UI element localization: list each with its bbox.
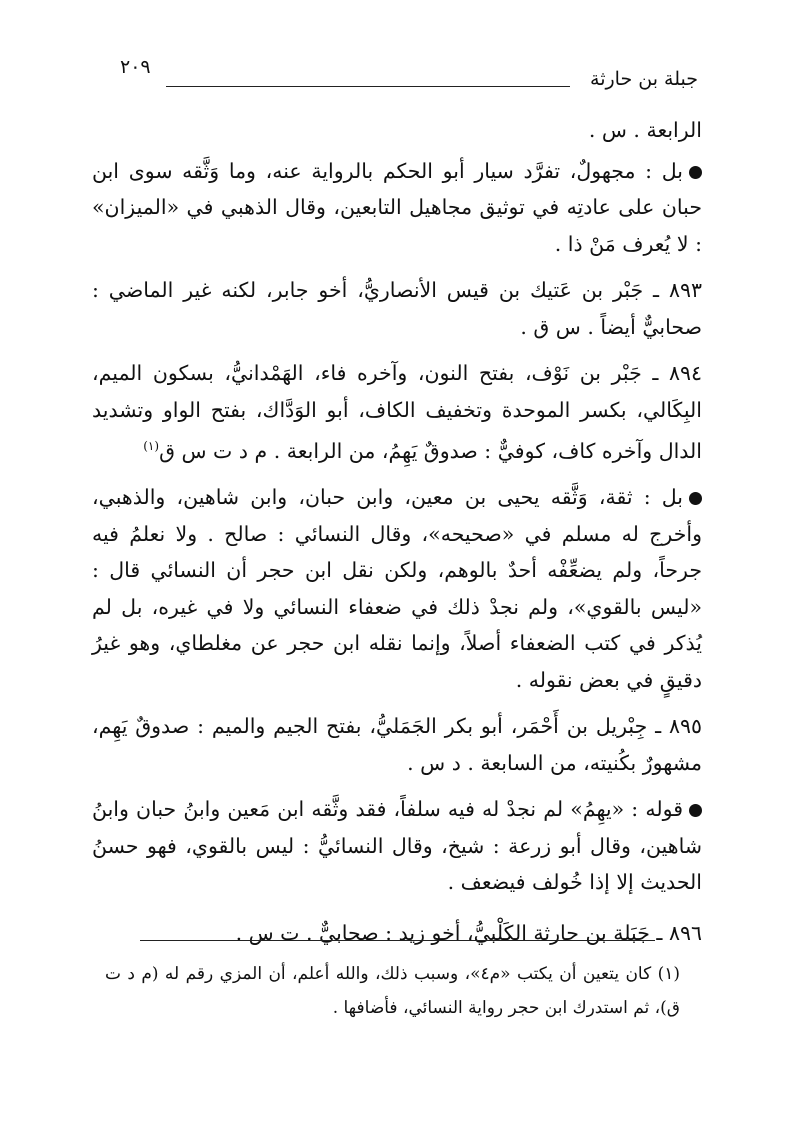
- header-rule: [166, 86, 570, 87]
- footnote: (١) كان يتعين أن يكتب «م٤»، وسبب ذلك، والله أعلم، أن المزي رقم له (م د ت ق)، ثم استدرك ابن حجر رواية النسائي، فأضافها .: [105, 964, 681, 1018]
- paragraph-text: ٨٩٣ ـ جَبْر بن عَتيك بن قيس الأنصاريُّ، أخو جابر، لكنه غير الماضي : صحابيٌّ أيضاً . س ق .: [92, 278, 702, 339]
- page-number: ٢٠٩: [120, 56, 151, 78]
- paragraph-text: ٨٩٥ ـ جِبْريل بن أَحْمَر، أبو بكر الجَمَليُّ، بفتح الجيم والميم : صدوقٌ يَهِم، مشهورٌ بكُنيته، من السابعة . د س .: [92, 714, 702, 775]
- paragraph-text: قوله : «يهِمُ» لم نجدْ له فيه سلفاً، فقد وثَّقه ابن مَعين وابنُ حبان وابنُ شاهين، وقال أبو زرعة : شيخ، وقال النسائيُّ : ليس بالقوي، فهو حسنُ الحديث إلا إذا خُولف فيضعف .: [92, 797, 702, 895]
- footnote-rule: [140, 940, 655, 941]
- commentary-paragraph: [92, 153, 702, 263]
- entry-paragraph: [92, 915, 702, 952]
- running-header: [120, 56, 698, 96]
- page-body: [92, 112, 702, 961]
- paragraph-text: الرابعة . س .: [588, 118, 702, 142]
- paragraph-text: ٨٩٦ ـ جَبَلة بن حارثة الكَلْبيُّ، أخو زيد : صحابيٌّ . ت س .: [235, 920, 702, 945]
- entry-paragraph: [92, 272, 702, 345]
- entry-paragraph: [92, 355, 702, 469]
- bullet-icon: [689, 804, 702, 817]
- header-title: جبلة بن حارثة: [590, 68, 698, 90]
- paragraph-text: ٨٩٤ ـ جَبْر بن نَوْف، بفتح النون، وآخره فاء، الهَمْدانيُّ، بسكون الميم، البِكَالي، بكسر الموحدة وتخفيف الكاف، أبو الوَدَّاك، بفتح الواو وتشديد الدال وآخره كاف، كوفيٌّ : صدوقٌ يَهِمُ، من الرابعة . م د ت س ق: [92, 361, 702, 463]
- commentary-paragraph: [92, 791, 702, 901]
- paragraph-text: بل : مجهولٌ، تفرَّد سيار أبو الحكم بالرواية عنه، وما وَثَّقه سوى ابن حبان على عادتِه في توثيق مجاهيل التابعين، وقال الذهبي في «الميزان» : لا يُعرف مَنْ ذا .: [92, 158, 702, 256]
- entry-paragraph: [92, 708, 702, 781]
- bullet-icon: [689, 492, 702, 505]
- bullet-icon: [689, 166, 702, 179]
- footnote-marker[interactable]: (١): [143, 439, 160, 453]
- commentary-paragraph: [92, 479, 702, 698]
- paragraph: [92, 112, 702, 149]
- paragraph-text: بل : ثقة، وَثَّقه يحيى بن معين، وابن حبان، وابن شاهين، والذهبي، وأخرج له مسلم في «صحيحه»، وقال النسائي : صالح . ولا نعلمُ فيه جرحاً، ولم يضعِّفْه أحدٌ بالوهم، ولكن نقل ابن حجر أن النسائي قال : «ليس بالقوي»، ولم نجدْ ذلك في ضعفاء النسائي ولا في غيره، بل لم يُذكر في كتب الضعفاء أصلاً، وإنما نقله ابن حجر عن مغلطاي، وهو غيرُ دقيقٍ في بعض نقوله .: [92, 485, 702, 692]
